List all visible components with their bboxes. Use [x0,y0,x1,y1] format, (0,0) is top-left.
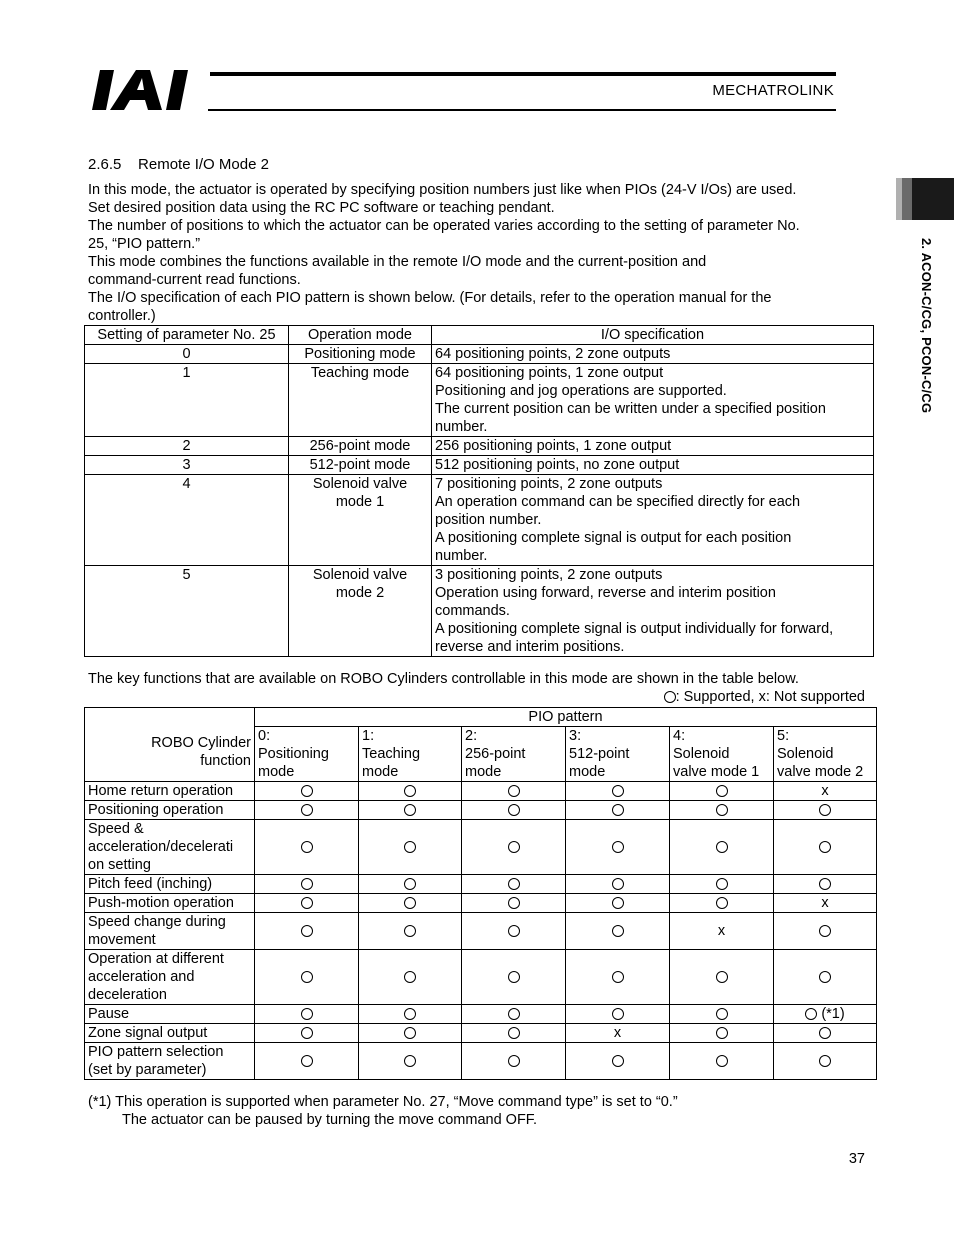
io-spec-line: 3 positioning points, 2 zone outputs [435,567,663,583]
pio-column-header-line: 256-point [465,746,526,762]
supported-circle-icon [819,971,831,983]
table-row [85,456,874,475]
function-name-line: Positioning operation [88,802,224,818]
function-name [85,1024,255,1043]
supported-circle-icon [612,971,624,983]
io-mode [289,475,432,566]
table-row [85,820,877,875]
function-name-line: Speed & [88,821,144,837]
supported-circle-icon [819,1055,831,1067]
io-spec [432,475,874,566]
supported-circle-icon [819,841,831,853]
io-mode-line: Teaching mode [310,365,410,381]
pio-column-header-line: mode [258,764,295,780]
table-row [85,1005,877,1024]
function-name-line: acceleration/decelerati [88,839,234,855]
io-spec [432,437,874,456]
function-name-line: (set by parameter) [88,1062,207,1078]
table-row [85,801,877,820]
header-title: MECHATROLINK [712,82,834,99]
supported-circle-icon [404,785,416,797]
function-name-line: Operation at different [88,951,224,967]
supported-mark [255,1024,359,1043]
supported-mark [670,820,774,875]
supported-mark [462,894,566,913]
function-name [85,820,255,875]
supported-mark [670,782,774,801]
io-spec-line: Positioning and jog operations are supported. [435,383,727,399]
supported-mark [255,1043,359,1080]
io-header-spec: I/O specification [432,326,874,345]
pio-column-header-line: 512-point [569,746,630,762]
pio-column-header-line: mode [465,764,502,780]
table-row [85,437,874,456]
supported-circle-icon [612,897,624,909]
io-spec [432,364,874,437]
supported-circle-icon [404,897,416,909]
io-spec-table [84,325,874,657]
supported-mark [774,875,877,894]
supported-mark [566,1005,670,1024]
supported-circle-icon [301,1027,313,1039]
chapter-tab-mid [902,178,912,220]
supported-circle-icon [716,878,728,890]
unsupported-mark [774,894,877,913]
table-row [85,1043,877,1080]
io-spec-line: 64 positioning points, 1 zone output [435,365,664,381]
supported-circle-icon [716,971,728,983]
supported-circle-icon [404,971,416,983]
supported-mark [462,913,566,950]
io-spec-line: position number. [435,512,542,528]
function-name-line: acceleration and [88,969,195,985]
supported-circle-icon [612,1055,624,1067]
intro-line: In this mode, the actuator is operated by specifying position numbers just like when PIOs (24-V I/Os) are used. [88,182,797,198]
table-row [85,875,877,894]
io-spec-line: reverse and interim positions. [435,639,625,655]
function-name-line: Zone signal output [88,1025,208,1041]
supported-mark [359,782,462,801]
io-mode [289,364,432,437]
pio-column-header-line: Solenoid [673,746,730,762]
io-mode-line: mode 1 [335,494,385,510]
unsupported-mark [670,913,774,950]
mark-note: (*1) [817,1006,845,1022]
supported-mark [774,820,877,875]
section-title: 2.6.5 Remote I/O Mode 2 [88,156,269,173]
supported-circle-icon [508,804,520,816]
footnote-line-1: (*1) This operation is supported when parameter No. 27, “Move command type” is set to “0.” [88,1094,678,1110]
supported-mark [359,1043,462,1080]
supported-mark [670,1024,774,1043]
supported-mark [566,913,670,950]
pio-column-header [462,727,566,782]
supported-circle-icon [301,804,313,816]
pio-column-header-line: Solenoid [777,746,834,762]
supported-circle-icon [404,925,416,937]
io-spec-line: 256 positioning points, 1 zone output [435,438,672,454]
function-name [85,1005,255,1024]
supported-circle-icon [716,804,728,816]
supported-circle-icon [508,925,520,937]
pio-column-header-line: 4: [673,728,686,744]
supported-circle-icon [612,804,624,816]
io-spec-line: The current position can be written under a specified position [435,401,826,417]
unsupported-mark [566,1024,670,1043]
supported-mark [670,801,774,820]
supported-circle-icon [716,785,728,797]
supported-mark [774,1005,877,1024]
io-spec-line: Operation using forward, reverse and interim position [435,585,776,601]
io-spec-line: number. [435,548,488,564]
io-mode-line: Positioning mode [304,346,416,362]
supported-circle-icon [301,841,313,853]
supported-circle-icon [508,971,520,983]
io-mode-line: 256-point mode [309,438,411,454]
supported-mark [462,1043,566,1080]
supported-circle-icon [819,878,831,890]
io-spec-line: 7 positioning points, 2 zone outputs [435,476,663,492]
function-name [85,950,255,1005]
table-row [85,475,874,566]
intro-line: controller.) [88,308,156,324]
table-row [85,913,877,950]
supported-mark [255,801,359,820]
intro-line: The number of positions to which the actuator can be operated varies according to the setting of parameter No. [88,218,800,234]
supported-circle-icon [301,925,313,937]
pio-column-header-line: 3: [569,728,582,744]
unsupported-mark [774,782,877,801]
supported-circle-icon [301,785,313,797]
function-name-line: PIO pattern selection [88,1044,224,1060]
supported-mark [670,875,774,894]
not-supported-text: x [821,895,829,911]
pio-column-header-line: mode [569,764,606,780]
io-spec-line: 64 positioning points, 2 zone outputs [435,346,671,362]
legend [600,689,865,705]
table-row [85,364,874,437]
supported-circle-icon [612,925,624,937]
io-spec-line: number. [435,419,488,435]
pio-column-header-line: 2: [465,728,478,744]
supported-circle-icon [404,1055,416,1067]
legend-text: : Supported, x: Not supported [675,689,865,705]
supported-mark [670,1005,774,1024]
io-spec-line: A positioning complete signal is output individually for forward, [435,621,834,637]
io-spec [432,456,874,475]
supported-circle-icon [404,1008,416,1020]
io-header-row [85,326,874,345]
supported-circle-icon [508,878,520,890]
supported-circle-icon [716,897,728,909]
supported-mark [566,820,670,875]
not-supported-text: x [717,923,726,939]
io-setting: 5 [85,566,289,657]
io-mode [289,456,432,475]
supported-circle-icon [716,1055,728,1067]
pio-column-header-line: mode [362,764,399,780]
function-name [85,801,255,820]
supported-mark [462,950,566,1005]
supported-mark [359,1005,462,1024]
supported-circle-icon [716,1008,728,1020]
function-name [85,875,255,894]
supported-mark [566,950,670,1005]
supported-mark [774,913,877,950]
supported-mark [670,950,774,1005]
not-supported-text: x [821,783,829,799]
io-header-mode: Operation mode [289,326,432,345]
pio-column-header-line: valve mode 2 [777,764,864,780]
supported-circle-icon [716,1027,728,1039]
io-mode-line: Solenoid valve [312,476,408,492]
supported-mark [255,913,359,950]
pio-column-header [670,727,774,782]
function-name-line: Push-motion operation [88,895,234,911]
corner-label-line: function [200,752,251,769]
supported-mark [774,950,877,1005]
chapter-side-label: 2. ACON-C/CG, PCON-C/CG [919,238,934,414]
supported-circle-icon [716,841,728,853]
supported-circle-icon [805,1008,817,1020]
supported-circle-icon [508,1055,520,1067]
io-spec-line: A positioning complete signal is output for each position [435,530,792,546]
pio-column-header [774,727,877,782]
pio-column-header-line: Teaching [362,746,421,762]
pio-column-header-line: 1: [362,728,375,744]
supported-circle-icon [612,841,624,853]
supported-circle-icon [664,691,676,703]
function-table-body [85,782,877,1080]
iai-logo [92,70,204,110]
supported-circle-icon [612,1008,624,1020]
corner-label-line: ROBO Cylinder [151,734,251,751]
supported-mark [566,894,670,913]
supported-circle-icon [301,1008,313,1020]
io-mode-line: 512-point mode [309,457,411,473]
pio-column-header-line: 0: [258,728,271,744]
pio-pattern-header: PIO pattern [255,708,877,727]
pio-column-header-line: 5: [777,728,790,744]
supported-circle-icon [508,785,520,797]
io-mode [289,437,432,456]
supported-circle-icon [404,1027,416,1039]
supported-mark [774,1043,877,1080]
supported-mark [255,820,359,875]
function-name [85,1043,255,1080]
io-setting: 2 [85,437,289,456]
table-row [85,950,877,1005]
supported-mark [255,1005,359,1024]
supported-mark [670,894,774,913]
function-name-line: movement [88,932,156,948]
io-spec-line: An operation command can be specified directly for each [435,494,801,510]
supported-mark [462,820,566,875]
function-name-line: Pause [88,1006,130,1022]
intro-line: command-current read functions. [88,272,301,288]
io-spec [432,345,874,364]
function-name-line: Speed change during [88,914,226,930]
supported-circle-icon [612,785,624,797]
supported-mark [255,950,359,1005]
function-name-line: Home return operation [88,783,234,799]
supported-mark [462,801,566,820]
io-setting: 0 [85,345,289,364]
not-supported-text: x [613,1025,622,1041]
supported-circle-icon [819,925,831,937]
supported-mark [255,782,359,801]
supported-mark [359,913,462,950]
pio-column-header-line: valve mode 1 [673,764,760,780]
table-row [85,345,874,364]
function-name-line: deceleration [88,987,167,1003]
supported-circle-icon [508,897,520,909]
supported-mark [462,782,566,801]
function-name [85,782,255,801]
supported-mark [566,782,670,801]
supported-circle-icon [819,804,831,816]
io-mode-line: mode 2 [335,585,385,601]
supported-circle-icon [508,1027,520,1039]
supported-mark [255,894,359,913]
io-mode-line: Solenoid valve [312,567,408,583]
supported-circle-icon [301,1055,313,1067]
io-mode [289,345,432,364]
function-name [85,913,255,950]
header-rule-top [210,72,836,76]
supported-circle-icon [404,841,416,853]
table-row [85,566,874,657]
supported-circle-icon [508,841,520,853]
intro-line: 25, “PIO pattern.” [88,236,201,252]
supported-mark [774,801,877,820]
io-spec-line: 512 positioning points, no zone output [435,457,680,473]
supported-mark [670,1043,774,1080]
supported-mark [774,1024,877,1043]
pio-column-header [255,727,359,782]
intro-line: This mode combines the functions available in the remote I/O mode and the current-position and [88,254,707,270]
func-corner-label [85,708,255,782]
pio-column-header [566,727,670,782]
io-setting: 3 [85,456,289,475]
intro-line: Set desired position data using the RC PC software or teaching pendant. [88,200,555,216]
io-mode [289,566,432,657]
table-row [85,894,877,913]
func-header-row [85,708,877,727]
page-number: 37 [848,1151,865,1167]
function-table [84,707,877,1080]
supported-mark [359,820,462,875]
chapter-tab-dark [912,178,954,220]
io-spec [432,566,874,657]
table-row [85,782,877,801]
footnote-line-2: The actuator can be paused by turning the move command OFF. [122,1112,538,1128]
supported-mark [255,875,359,894]
io-header-setting: Setting of parameter No. 25 [85,326,289,345]
supported-mark [462,1024,566,1043]
supported-mark [566,875,670,894]
supported-mark [359,894,462,913]
supported-mark [462,875,566,894]
supported-circle-icon [301,897,313,909]
pio-column-header [359,727,462,782]
supported-mark [359,801,462,820]
intro-line: The I/O specification of each PIO pattern is shown below. (For details, refer to the operation manual for the [88,290,772,306]
header-rule-bottom [208,109,836,111]
io-spec-line: commands. [435,603,510,619]
function-name [85,894,255,913]
supported-circle-icon [819,1027,831,1039]
supported-mark [359,875,462,894]
io-setting: 1 [85,364,289,437]
supported-mark [566,1043,670,1080]
supported-mark [359,950,462,1005]
supported-circle-icon [404,878,416,890]
supported-mark [359,1024,462,1043]
key-functions-text: The key functions that are available on ROBO Cylinders controllable in this mode are shown in the table below. [88,671,799,687]
supported-circle-icon [301,878,313,890]
pio-column-header-line: Positioning [258,746,329,762]
supported-circle-icon [404,804,416,816]
io-setting: 4 [85,475,289,566]
supported-mark [566,801,670,820]
supported-circle-icon [301,971,313,983]
supported-circle-icon [508,1008,520,1020]
supported-circle-icon [612,878,624,890]
table-row [85,1024,877,1043]
supported-mark [462,1005,566,1024]
function-name-line: Pitch feed (inching) [88,876,213,892]
function-name-line: on setting [88,857,151,873]
